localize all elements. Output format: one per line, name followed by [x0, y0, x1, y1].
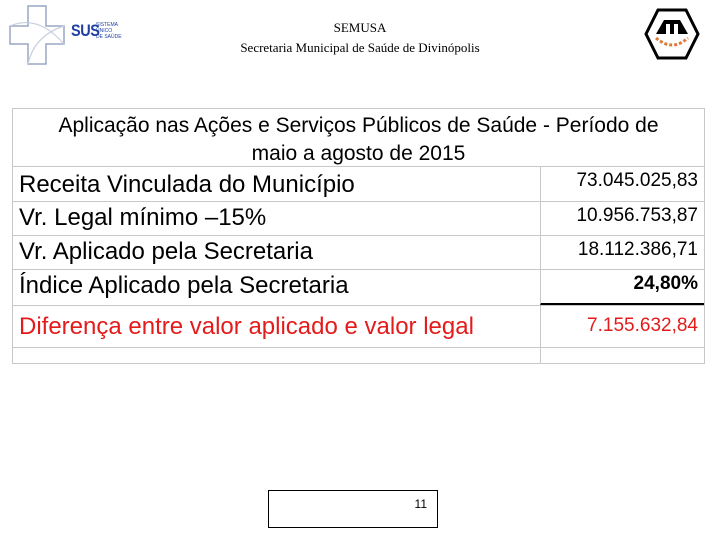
row-label: Vr. Legal mínimo –15%: [19, 204, 267, 231]
sus-wordmark: SUS: [71, 21, 100, 40]
page-subtitle: Secretaria Municipal de Saúde de Divinópolis: [240, 40, 480, 55]
row-value: 10.956.753,87: [540, 202, 704, 235]
table-title: [13, 109, 704, 167]
table-title-line: maio a agosto de 2015: [251, 142, 466, 165]
row-label: Índice Aplicado pela Secretaria: [19, 272, 349, 299]
row-value-empty: [540, 348, 704, 363]
table-row: [13, 167, 704, 202]
page-title: SEMUSA: [333, 20, 387, 35]
municipal-emblem-icon: [644, 8, 700, 60]
table-row-highlight: [13, 306, 704, 348]
row-value: 7.155.632,84: [540, 306, 704, 347]
row-label: Vr. Aplicado pela Secretaria: [19, 238, 313, 265]
health-spending-table: [12, 108, 705, 364]
row-value: 24,80%: [540, 270, 704, 305]
table-row: [13, 202, 704, 236]
table-row: [13, 236, 704, 270]
page-number-box: [268, 490, 438, 528]
row-label: Receita Vinculada do Município: [19, 171, 355, 198]
row-label: Diferença entre valor aplicado e valor legal: [19, 313, 474, 340]
table-title-line: Aplicação nas Ações e Serviços Públicos de Saúde - Período de: [58, 114, 659, 137]
sus-subtitle-line: ÚNICO: [96, 28, 113, 34]
page-number: 11: [414, 497, 427, 511]
sus-subtitle-line: DE SAÚDE: [96, 34, 122, 40]
table-row-empty: [13, 348, 704, 363]
row-value: 73.045.025,83: [540, 167, 704, 201]
table-row: [13, 270, 704, 306]
sus-subtitle-line: SISTEMA: [96, 22, 118, 28]
row-value: 18.112.386,71: [540, 236, 704, 269]
